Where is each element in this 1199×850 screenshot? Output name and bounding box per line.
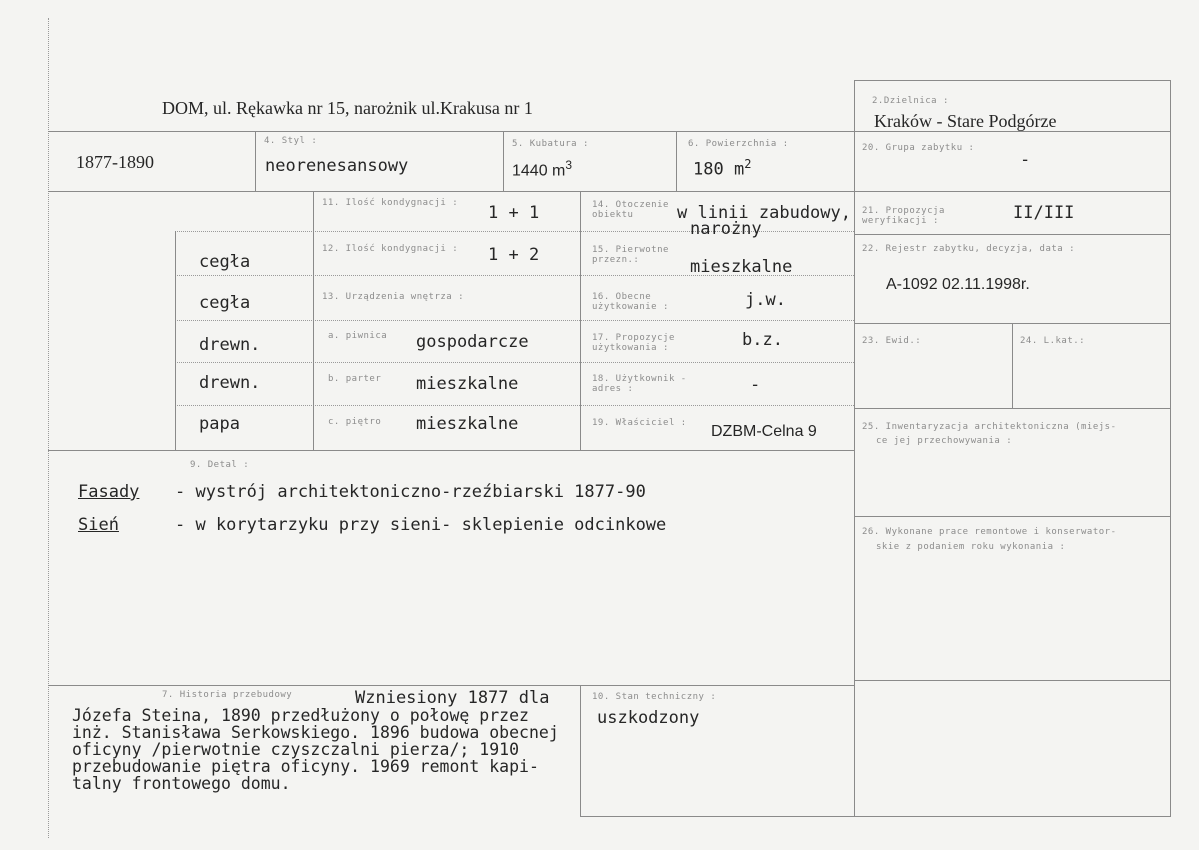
- current-use-value: j.w.: [745, 290, 786, 310]
- row3c-bottom: [175, 320, 854, 321]
- history-line-3: oficyny /pierwotnie czyszczalni pierza/; 1910: [72, 740, 520, 759]
- material-3: drewn.: [199, 335, 261, 355]
- cellars-label: 12. Ilość kondygnacji :: [322, 244, 459, 254]
- facade-key: Fasady: [78, 482, 140, 502]
- area-label: 6. Powierzchnia :: [688, 139, 789, 149]
- group-label: 20. Grupa zabytku :: [862, 143, 975, 153]
- owner-label: 19. Właściciel :: [592, 418, 687, 428]
- date-value: 1877-1890: [76, 152, 154, 172]
- surround-value-1: w linii zabudowy,: [677, 203, 851, 223]
- r-sep-3: [854, 408, 1170, 409]
- cellars-value: 1 + 2: [488, 245, 540, 265]
- mat-divider: [175, 231, 176, 450]
- original-use-value: mieszkalne: [690, 257, 793, 277]
- works-label-1: 26. Wykonane prace remontowe i konserwator-: [862, 527, 1117, 537]
- material-4: drewn.: [199, 373, 261, 393]
- upper-floor-value: mieszkalne: [416, 414, 519, 434]
- basement-label: a. piwnica: [328, 331, 388, 341]
- floors-label: 11. Ilość kondygnacji :: [322, 198, 459, 208]
- user-label: 18. Użytkownik - adres :: [592, 374, 687, 394]
- style-value: neorenesansowy: [265, 156, 409, 176]
- current-use-label: 16. Obecne użytkowanie :: [592, 292, 669, 312]
- r-sep-4: [854, 516, 1170, 517]
- district-value: Kraków - Stare Podgórze: [874, 111, 1057, 131]
- mid-v1: [313, 191, 314, 450]
- lkat-label: 24. L.kat.:: [1020, 336, 1086, 346]
- ewid-label: 23. Ewid.:: [862, 336, 922, 346]
- cubature-value: 1440 $m^3$: [512, 158, 573, 180]
- condition-value: uszkodzony: [597, 708, 700, 728]
- facade-text: - wystrój architektoniczno-rzeźbiarski 1877-90: [175, 482, 646, 502]
- row3e-bottom: [175, 405, 854, 406]
- history-label: 7. Historia przebudowy: [162, 690, 293, 700]
- surround-value-2: narożny: [690, 219, 762, 239]
- material-2: cegła: [199, 293, 251, 313]
- history-line-2: inż. Stanisława Serkowskiego. 1896 budowa obecnej: [72, 723, 559, 742]
- upper-floor-label: c. piętro: [328, 417, 382, 427]
- works-label-2: skie z podaniem roku wykonania :: [876, 542, 1066, 552]
- details-top: [48, 450, 854, 451]
- history-top: [48, 685, 854, 686]
- cond-bottom: [580, 816, 854, 817]
- verification-value: II/III: [1013, 203, 1075, 223]
- r-sep-1: [854, 234, 1170, 235]
- r-ewid-divider: [1012, 323, 1013, 408]
- ground-floor-value: mieszkalne: [416, 374, 519, 394]
- r2-v2: [503, 131, 504, 191]
- style-label: 4. Styl :: [264, 136, 318, 146]
- group-value: -: [1020, 150, 1031, 170]
- stairs-label: 13. Urządzenia wnętrza :: [322, 292, 465, 302]
- r2-v3: [676, 131, 677, 191]
- history-line-5: talny frontowego domu.: [72, 774, 291, 793]
- right-border: [1170, 80, 1171, 817]
- original-use-label: 15. Pierwotne przezn.:: [592, 245, 669, 265]
- proposed-use-label: 17. Propozycje użytkowania :: [592, 333, 675, 353]
- district-label: 2.Dzielnica :: [872, 96, 949, 106]
- hist-v: [580, 685, 581, 817]
- user-value: -: [750, 375, 761, 395]
- material-5: papa: [199, 414, 240, 434]
- object-name: DOM, ul. Rękawka nr 15, narożnik ul.Krakusa nr 1: [162, 98, 533, 118]
- inventory-label-1: 25. Inwentaryzacja architektoniczna (miejs-: [862, 422, 1117, 432]
- floors-value: 1 + 1: [488, 203, 540, 223]
- proposed-use-value: b.z.: [742, 330, 783, 350]
- ground-floor-label: b. parter: [328, 374, 382, 384]
- left-margin-line: [48, 18, 49, 838]
- r2-v1: [255, 131, 256, 191]
- surround-label: 14. Otoczenie obiektu: [592, 200, 669, 220]
- area-value: 180 $m^2$: [693, 157, 752, 180]
- bottom-border-right: [854, 816, 1171, 817]
- row3d-bottom: [175, 362, 854, 363]
- owner-value: DZBM-Celna 9: [711, 423, 817, 440]
- mid-v2: [580, 191, 581, 450]
- register-label: 22. Rejestr zabytku, decyzja, data :: [862, 244, 1076, 254]
- hall-text: - w korytarzyku przy sieni- sklepienie odcinkowe: [175, 515, 667, 535]
- details-label: 9. Detal :: [190, 460, 250, 470]
- history-first-line: Wzniesiony 1877 dla: [355, 688, 550, 708]
- condition-label: 10. Stan techniczny :: [592, 692, 717, 702]
- basement-value: gospodarcze: [416, 332, 529, 352]
- verification-label: 21. Propozycja weryfikacji :: [862, 206, 945, 226]
- r-sep-5: [854, 680, 1170, 681]
- inventory-label-2: ce jej przechowywania :: [876, 436, 1013, 446]
- hall-key: Sień: [78, 515, 119, 535]
- row2-bottom: [48, 191, 1170, 192]
- history-line-4: przebudowanie piętra oficyny. 1969 remont kapi-: [72, 757, 539, 776]
- top-border-right: [854, 80, 1171, 81]
- register-value: A-1092 02.11.1998r.: [886, 276, 1030, 293]
- cubature-label: 5. Kubatura :: [512, 139, 589, 149]
- material-1: cegła: [199, 252, 251, 272]
- history-line-1: Józefa Steina, 1890 przedłużony o połowę przez: [72, 706, 529, 725]
